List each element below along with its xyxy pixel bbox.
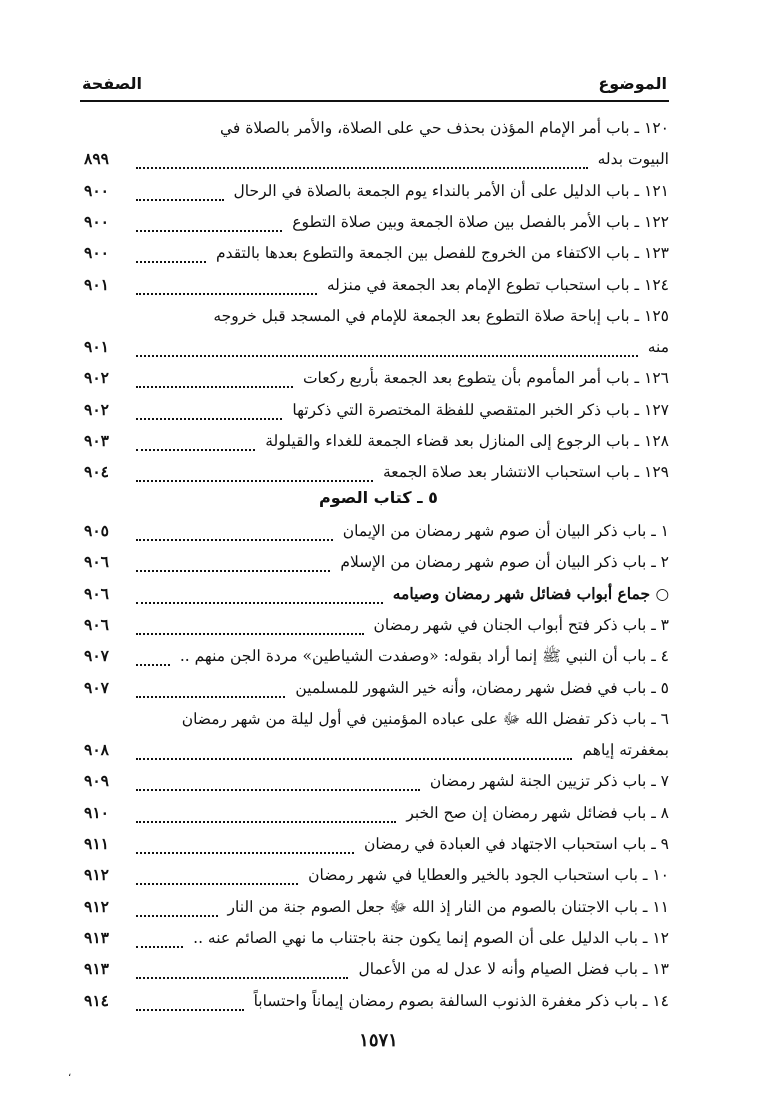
dot-leader xyxy=(136,977,348,979)
dot-leader xyxy=(136,449,255,451)
toc-entry xyxy=(84,240,669,266)
toc-entry-title: ١٢٢ ـ باب الأمر بالفصل بين صلاة الجمعة وبين صلاة التطوع xyxy=(292,212,669,231)
dot-leader xyxy=(136,789,420,791)
toc-entry-page: ٩٠٩ xyxy=(84,771,109,791)
toc-entry-page: ٩٠٧ xyxy=(84,677,109,697)
toc-entry-page: ٩١٣ xyxy=(84,927,109,947)
toc-entry-page: ٩٠٦ xyxy=(84,614,109,634)
toc-entry xyxy=(84,549,669,575)
dot-leader xyxy=(136,883,298,885)
toc-entry-title: ١١ ـ باب الاجتنان بالصوم من النار إذ الله ﷻ جعل الصوم جنة من النار xyxy=(227,897,669,916)
toc-entry-title: ١٢ ـ باب الدليل على أن الصوم إنما يكون جنة باجتناب ما نهي الصائم عنه .. xyxy=(193,928,669,947)
toc-entry-title: ١٣ ـ باب فضل الصيام وأنه لا عدل له من الأعمال xyxy=(358,960,669,979)
dot-leader xyxy=(136,1009,244,1011)
toc-entry-title: ٢ ـ باب ذكر البيان أن صوم شهر رمضان من الإسلام xyxy=(340,553,669,572)
dot-leader xyxy=(136,915,218,917)
dot-leader xyxy=(136,633,364,635)
toc-entry-title: ١٠ ـ باب استحباب الجود بالخير والعطايا في شهر رمضان xyxy=(308,866,669,885)
toc-entry-page: ٩٠٧ xyxy=(84,646,109,666)
dot-leader xyxy=(136,418,282,420)
toc-entry-page: ٩٠٠ xyxy=(84,211,109,231)
dot-leader xyxy=(136,167,588,169)
toc-entry-page: ٩١٢ xyxy=(84,865,109,885)
toc-entry-page: ٩١٢ xyxy=(84,896,109,916)
toc-entry-title: ٧ ـ باب ذكر تزيين الجنة لشهر رمضان xyxy=(429,772,669,791)
toc-entry-title: ١٢٦ ـ باب أمر المأموم بأن يتطوع بعد الجمعة بأربع ركعات xyxy=(302,369,669,388)
toc-entry-page: ٩١١ xyxy=(84,834,109,853)
toc-entry xyxy=(84,675,669,701)
dot-leader xyxy=(136,946,183,948)
dot-leader xyxy=(136,199,224,201)
dot-leader xyxy=(136,293,317,295)
toc-entry-title: ٦ ـ باب ذكر تفضل الله ﷻ على عباده المؤمنين في أول ليلة من شهر رمضان xyxy=(181,709,669,728)
toc-entry xyxy=(84,956,669,982)
toc-entry-title: ٣ ـ باب ذكر فتح أبواب الجنان في شهر رمضان xyxy=(373,615,669,634)
toc-entry-page: ٩١٠ xyxy=(84,802,109,822)
dot-leader xyxy=(136,230,282,232)
header-page-label: الصفحة xyxy=(82,74,143,93)
toc-entry-title: ١٢٩ ـ باب استحباب الانتشار بعد صلاة الجمعة xyxy=(382,463,669,482)
toc-entry-page: ٩٠٥ xyxy=(84,521,109,540)
toc-entry-title: ١٤ ـ باب ذكر مغفرة الذنوب السالفة بصوم رمضان إيماناً واحتساباً xyxy=(253,991,669,1010)
toc-entry-page: ٩١٤ xyxy=(84,990,109,1010)
toc-entry xyxy=(84,365,669,391)
toc-entry-title: ١٢٥ ـ باب إباحة صلاة التطوع بعد الجمعة للإمام في المسجد قبل خروجه xyxy=(213,306,669,325)
toc-entry xyxy=(84,518,669,544)
dot-leader xyxy=(136,852,354,854)
toc-entry xyxy=(84,800,669,826)
toc-entry-title: ١٢٣ ـ باب الاكتفاء من الخروج للفصل بين الجمعة والتطوع بعدها بالتقدم xyxy=(215,244,669,263)
toc-entry xyxy=(84,612,669,638)
toc-entry xyxy=(84,988,669,1014)
toc-entry xyxy=(84,925,669,951)
dot-leader xyxy=(136,386,293,388)
toc-entry xyxy=(84,397,669,423)
toc-entry xyxy=(84,146,669,172)
toc-entry xyxy=(84,209,669,235)
page-header xyxy=(80,72,669,102)
toc-entry-page: ٩٠١ xyxy=(84,274,109,294)
toc-entry-title: بمغفرته إياهم xyxy=(582,741,669,760)
toc-entry-title: ١ ـ باب ذكر البيان أن صوم شهر رمضان من الإيمان xyxy=(342,522,669,540)
toc-entry-page: ٩٠٤ xyxy=(84,462,109,482)
dot-leader xyxy=(136,480,373,482)
toc-entry-title: ٨ ـ باب فضائل شهر رمضان إن صح الخبر xyxy=(406,803,669,822)
dot-leader xyxy=(136,539,333,541)
toc-entry xyxy=(84,428,669,454)
dot-leader xyxy=(136,696,285,698)
toc-entry-page: ٩٠٦ xyxy=(84,552,109,572)
dot-leader xyxy=(136,664,170,666)
dot-leader xyxy=(136,602,383,604)
toc-entry xyxy=(84,459,669,485)
toc-entry-page: ٨٩٩ xyxy=(84,149,109,169)
toc-entry xyxy=(84,643,669,669)
toc-entry-page: ٩٠٢ xyxy=(84,368,109,388)
toc-entry-page: ٩٠٠ xyxy=(84,180,109,200)
toc-entry-page: ٩٠٢ xyxy=(84,399,109,419)
toc-entry-page: ٩٠٠ xyxy=(84,243,109,263)
toc-entry-title: ٩ ـ باب استحباب الاجتهاد في العبادة في رمضان xyxy=(364,835,669,853)
dot-leader xyxy=(136,570,330,572)
toc-entry-page: ٩٠٣ xyxy=(84,431,109,450)
toc-entry-page: ٩٠٨ xyxy=(84,740,109,760)
section-title: ٥ ـ كتاب الصوم xyxy=(319,488,438,507)
toc-entry xyxy=(84,178,669,204)
toc-entry xyxy=(84,768,669,794)
toc-entry-title: ١٢٤ ـ باب استحباب تطوع الإمام بعد الجمعة في منزله xyxy=(326,275,669,294)
toc-entry-title: ٤ ـ باب أن النبي ﷺ إنما أراد بقوله: «وصفدت الشياطين» مردة الجن منهم .. xyxy=(179,647,669,666)
toc-entry-title: البيوت بدله xyxy=(597,150,669,169)
toc-entry xyxy=(84,115,669,141)
toc-entry-title: ○ جماع أبواب فضائل شهر رمضان وصيامه xyxy=(392,583,669,603)
toc-entry-title: ٥ ـ باب في فضل شهر رمضان، وأنه خير الشهور للمسلمين xyxy=(295,678,669,697)
scan-mark: ، xyxy=(68,1068,72,1079)
toc-entry-title: ١٢٨ ـ باب الرجوع إلى المنازل بعد قضاء الجمعة للغداء والقيلولة xyxy=(265,432,669,450)
toc-entry-title: ١٢٧ ـ باب ذكر الخبر المتقصي للفظة المختصرة التي ذكرتها xyxy=(292,400,669,419)
toc-entry xyxy=(84,581,669,607)
header-topic-label: الموضوع xyxy=(598,74,667,93)
toc-entry-page: ٩٠١ xyxy=(84,337,109,357)
toc-entry xyxy=(84,334,669,360)
toc-entry-page: ٩٠٦ xyxy=(84,583,109,603)
toc-entry xyxy=(84,831,669,857)
toc-entry-title: ١٢٠ ـ باب أمر الإمام المؤذن بحذف حي على الصلاة، والأمر بالصلاة في xyxy=(219,119,669,137)
toc-entry xyxy=(84,894,669,920)
dot-leader xyxy=(136,821,396,823)
dot-leader xyxy=(136,758,572,760)
toc-entry xyxy=(84,303,669,329)
toc-entry xyxy=(84,706,669,732)
toc-entry xyxy=(84,862,669,888)
toc-entry xyxy=(84,272,669,298)
toc-entry xyxy=(84,737,669,763)
toc-entry-title: ١٢١ ـ باب الدليل على أن الأمر بالنداء يوم الجمعة بالصلاة في الرحال xyxy=(233,181,669,200)
dot-leader xyxy=(136,261,206,263)
page-number: ١٥٧١ xyxy=(359,1030,398,1051)
dot-leader xyxy=(136,355,638,357)
toc-entry-title: منه xyxy=(647,338,669,357)
toc-entry-page: ٩١٣ xyxy=(84,959,109,979)
